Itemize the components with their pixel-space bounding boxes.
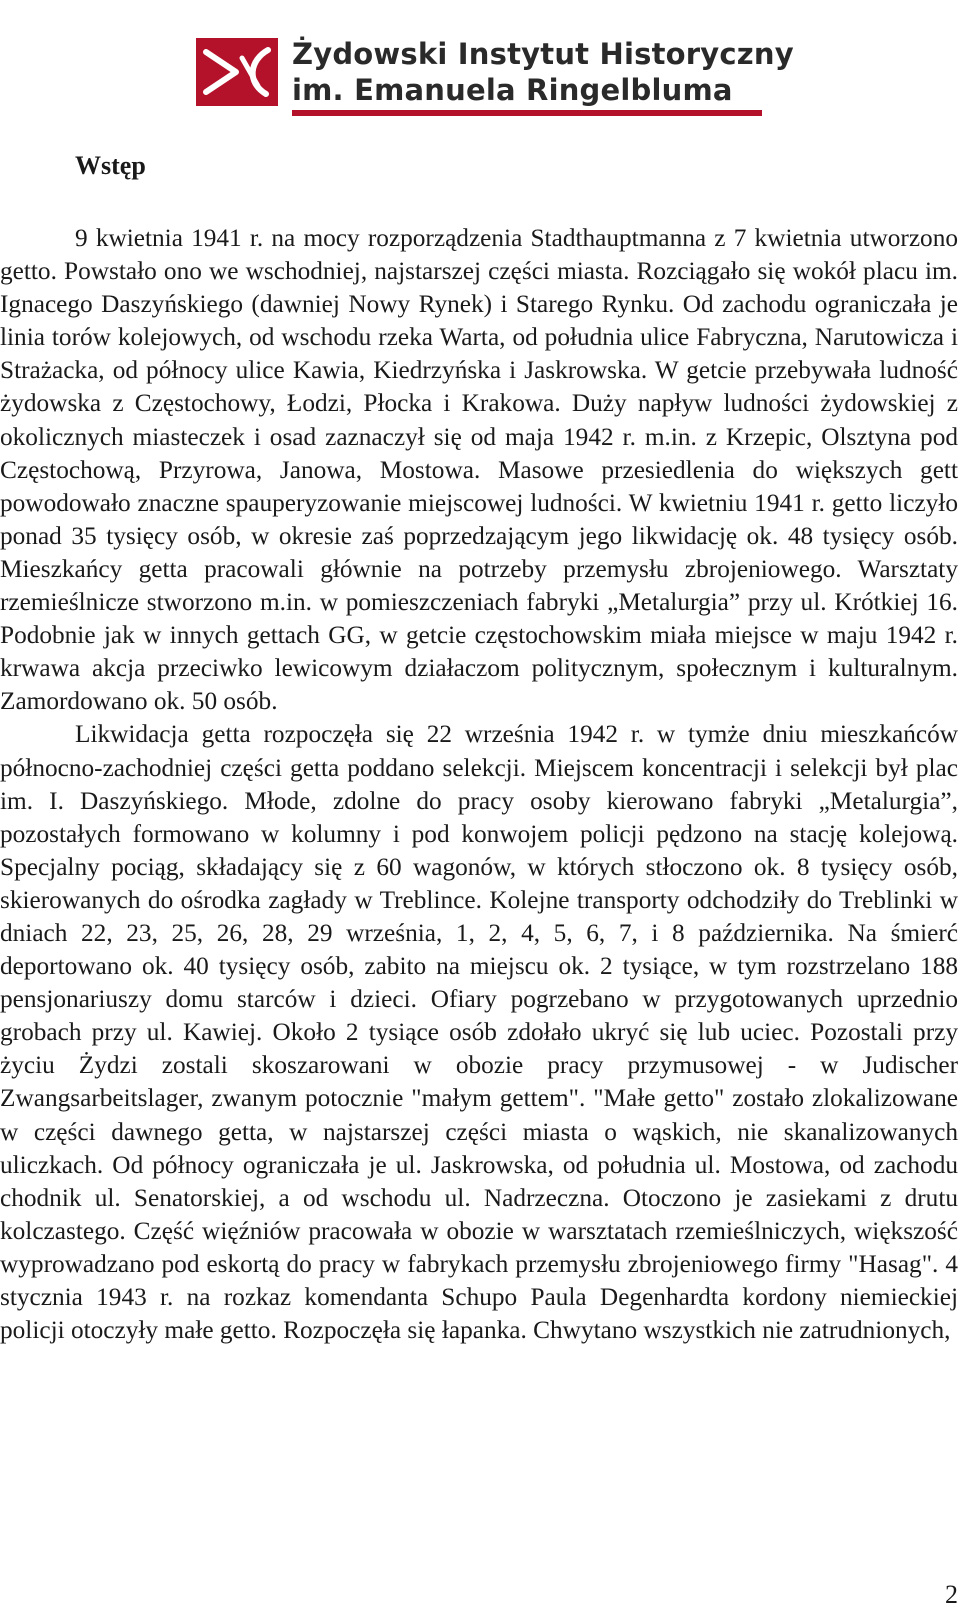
jhi-logo-icon (196, 38, 278, 106)
institute-name-line2: im. Emanuela Ringelbluma (292, 73, 733, 107)
paragraph: 9 kwietnia 1941 r. na mocy rozporządzenia Stadthauptmanna z 7 kwietnia utworzono getto. Powstało ono we wschodniej, najstarszej części miasta. Rozciągało się wokół placu im. Ignacego Daszyńskiego (dawniej Nowy Rynek) i Starego Rynku. Od zachodu ograniczała je linia torów kolejowych, od wschodu rzeka Warta, od południa ulice Fabryczna, Narutowicza i Strażacka, od północy ulice Kawia, Kiedrzyńska i Jaskrowska. W getcie przebywała ludność żydowska z Częstochowy, Łodzi, Płocka i Krakowa. Duży napływ ludności żydowskiej z okolicznych miasteczek i osad zaznaczył się od maja 1942 r. m.in. z Krzepic, Olsztyna pod Częstochową, Przyrowa, Janowa, Mostowa. Masowe przesiedlenia do większych gett powodowało znaczne spauperyzowanie miejscowej ludności. W kwietniu 1941 r. getto liczyło ponad 35 tysięcy osób, w okresie zaś poprzedzającym jego likwidację ok. 48 tysięcy osób. Mieszkańcy getta pracowali głównie na potrzeby przemysłu zbrojeniowego. Warsztaty rzemieślnicze stworzono m.in. w pomieszczeniach fabryki „Metalurgia” przy ul. Krótkiej 16. Podobnie jak w innych gettach GG, w getcie częstochowskim miała miejsce w maju 1942 r. krwawa akcja przeciwko lewicowym działaczom politycznym, społecznym i kulturalnym. Zamordowano ok. 50 osób. (0, 224, 958, 716)
section-title: Wstęp (75, 151, 146, 180)
page-header (196, 34, 794, 118)
page-number: 2 (945, 1580, 958, 1609)
institute-name-line1: Żydowski Instytut Historyczny (292, 37, 794, 71)
paragraph: Likwidacja getta rozpoczęła się 22 września 1942 r. w tymże dniu mieszkańców północno-zachodniej części getta poddano selekcji. Miejscem koncentracji i selekcji był plac im. I. Daszyńskiego. Młode, zdolne do pracy osoby kierowano fabryki „Metalurgia”, pozostałych formowano w kolumny i pod konwojem policji pędzono na stację kolejową. Specjalny pociąg, składający się z 60 wagonów, w których stłoczono ok. 8 tysięcy osób, skierowanych do ośrodka zagłady w Treblince. Kolejne transporty odchodziły do Treblinki w dniach 22, 23, 25, 26, 28, 29 września, 1, 2, 4, 5, 6, 7, i 8 października. Na śmierć deportowano ok. 40 tysięcy osób, zabito na miejscu ok. 2 tysiące, w tym rozstrzelano 188 pensjonariuszy domu starców i dzieci. Ofiary pogrzebano w przygotowanych uprzednio grobach przy ul. Kawiej. Około 2 tysiące osób zdołało ukryć się lub uciec. Pozostali przy życiu Żydzi zostali skoszarowani w obozie pracy przymusowej - w Judischer Zwangsarbeitslager, zwanym potocznie "małym gettem". "Małe getto" zostało zlokalizowane w części dawnego getta, w najstarszej części miasta o wąskich, nie skanalizowanych uliczkach. Od północy ograniczała je ul. Jaskrowska, od południa ul. Mostowa, od zachodu chodnik ul. Senatorskiej, a od wschodu ul. Nadrzeczna. Otoczono je zasiekami z drutu kolczastego. Część więźniów pracowała w obozie w warsztatach rzemieślniczych, większość wyprowadzano pod eskortą do pracy w fabrykach przemysłu zbrojeniowego firmy "Hasag". 4 stycznia 1943 r. na rozkaz komendanta Schupo Paula Degenhardta kordony niemieckiej policji otoczyły małe getto. Rozpoczęła się łapanka. Chwytano wszystkich nie zatrudnionych, (0, 720, 958, 1345)
header-rule (292, 110, 762, 116)
institute-name (292, 36, 794, 108)
body-text (0, 222, 958, 1347)
